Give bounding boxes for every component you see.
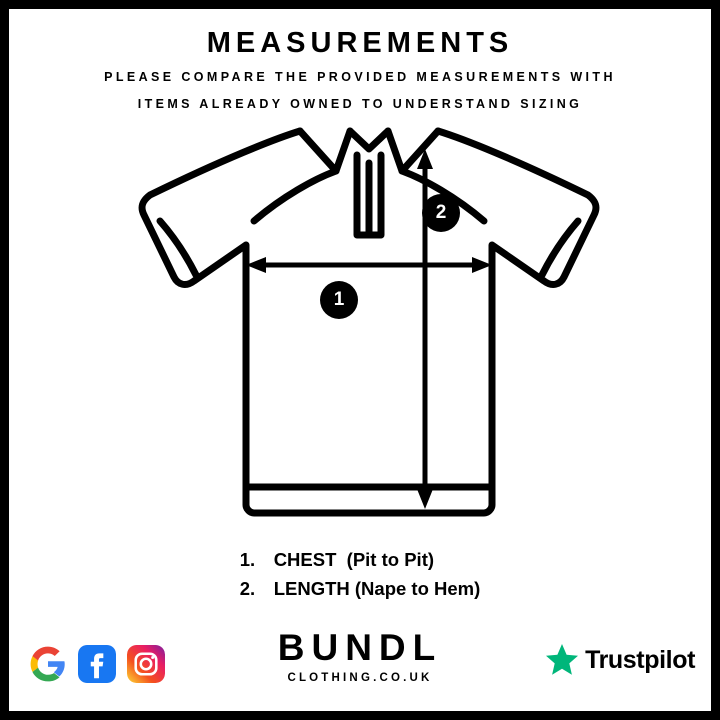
legend-number-2: 2.	[239, 578, 256, 599]
polo-shirt-diagram	[104, 109, 634, 529]
measurement-legend	[9, 545, 711, 603]
page-title: MEASUREMENTS	[206, 27, 514, 59]
legend-item-chest	[240, 545, 481, 574]
chest-measure-arrow	[246, 257, 492, 273]
badge-length: 2	[422, 194, 460, 232]
footer	[9, 617, 711, 697]
page-subtitle-line-1: PLEASE COMPARE THE PROVIDED MEASUREMENTS WITH	[104, 70, 616, 84]
trustpilot-label: Trustpilot	[585, 645, 695, 674]
trustpilot-star-icon	[545, 643, 579, 677]
brand-name: BUNDL	[277, 627, 443, 668]
polo-shirt-illustration	[104, 109, 634, 529]
legend-detail-2: (Nape to Hem)	[354, 578, 481, 599]
trustpilot-badge[interactable]	[545, 643, 695, 677]
legend-number-1: 1.	[239, 549, 256, 570]
badge-chest: 1	[320, 281, 358, 319]
legend-detail-1: (Pit to Pit)	[346, 549, 435, 570]
legend-name-2: LENGTH	[273, 578, 350, 599]
page-subtitle-line-2: ITEMS ALREADY OWNED TO UNDERSTAND SIZING	[137, 97, 583, 111]
brand-url: CLOTHING.CO.UK	[287, 672, 433, 684]
header	[9, 25, 711, 115]
legend-item-length	[240, 574, 481, 603]
legend-name-1: CHEST	[273, 549, 337, 570]
